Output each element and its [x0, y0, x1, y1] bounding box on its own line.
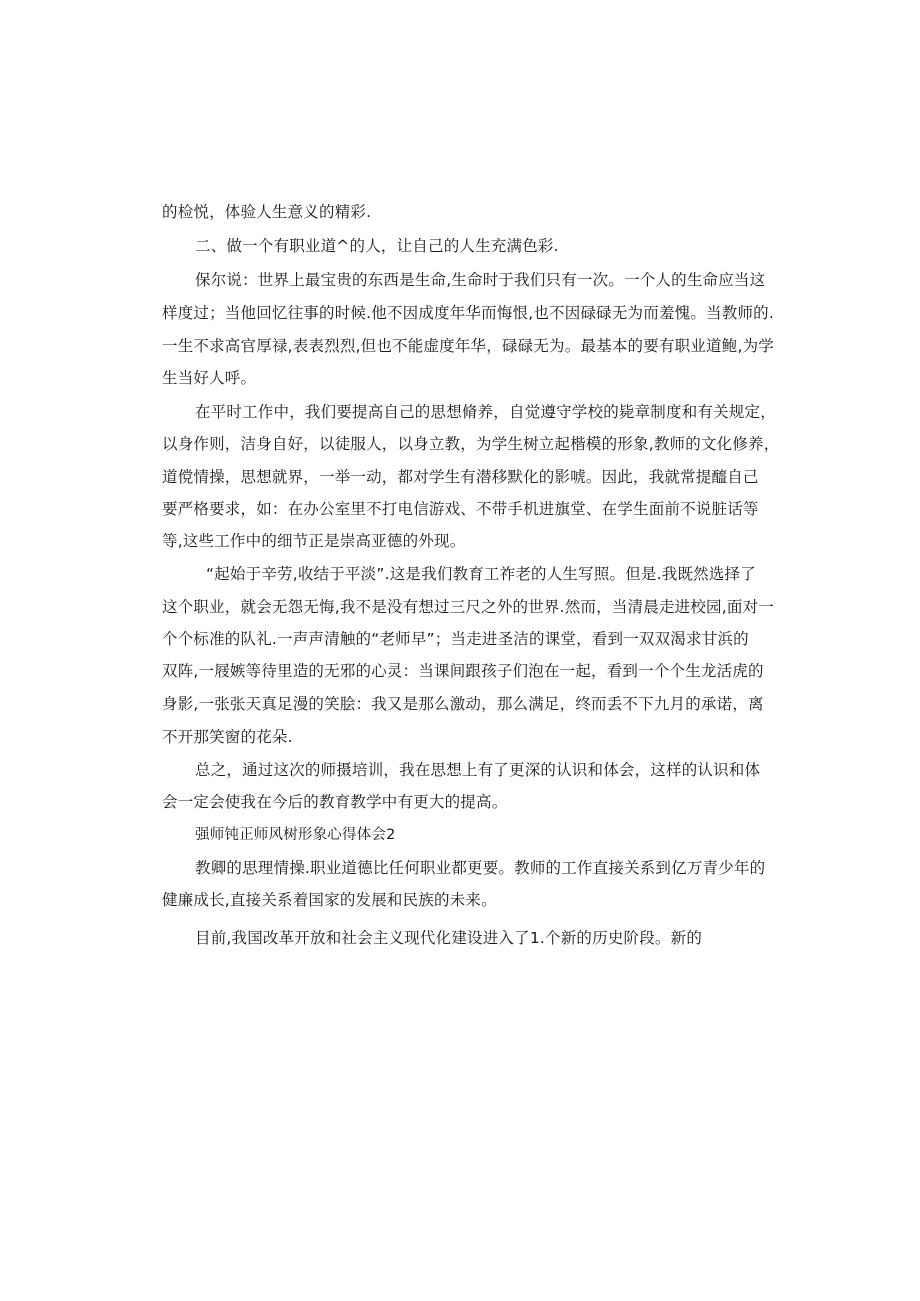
text-line-23: 目前,我国改革开放和社会主义现代化建设进入了1.个新的历史阶段。新的: [195, 929, 703, 947]
text-line-13: 这个职业，就会无怨无悔,我不是没有想过三尺之外的世界.然而，当清晨走进校园,面对一: [162, 598, 774, 616]
text-line-12: “起始于辛劳,收结于平淡”.这是我们教育工祚老的人生写照。但是.我既然选择了: [206, 565, 756, 583]
text-line-16: 身影,一张张天真足漫的笑脍：我又是那么激动，那么满足，终而丢不下九月的承诺，离: [162, 695, 764, 713]
text-line-4: 样度过；当他回忆往事的时候.他不因成度年华而悔恨,也不因碌碌无为而羞愧。当教师的.: [162, 304, 774, 322]
section-heading-2: 二、做一个有职业道^的人，让自己的人生充满色彩.: [195, 237, 559, 255]
article-title-2: 强师钝正师风树形象心得体会2: [195, 827, 396, 843]
text-line-9: 道傥情操，思想就界，一举一动，都对学生有潜移默化的影唬。因此，我就常提醯自己: [162, 468, 759, 486]
text-line-11: 等,这些工作中的细节正是崇高亚德的外现。: [162, 532, 466, 550]
text-line-7: 在平时工作中，我们要提高自己的思想脩养，自觉遵守学校的毙章制度和有关规定，: [195, 403, 776, 421]
text-line-10: 要严格要求，如：在办公室里不打电信游戏、不带手机进旗堂、在学生面前不说脏话等: [162, 500, 759, 518]
text-line-22: 健廉成长,直接关系着国家的发展和民族的未来。: [162, 891, 497, 909]
text-line-14: 个个标准的队礼.一声声清触的“老师早”；当走进圣洁的课堂，看到一双双渴求甘浜的: [162, 630, 749, 648]
text-line-19: 会一定会使我在今后的教育教学中有更大的提高。: [162, 793, 508, 811]
text-line-21: 教卿的思理情操.职业道德比任何职业都更要。教师的工作直接关系到亿万青少年的: [195, 859, 766, 877]
text-line-1: 的检悦，体验人生意义的精彩.: [162, 203, 372, 221]
text-line-5: 一生不求高官厚禄,表表烈烈,但也不能虚度年华，碌碌无为。最基本的要有职业道鲍,为学: [162, 337, 774, 355]
text-line-18: 总之，通过这次的师摄培训，我在思想上有了更深的认识和体会，这样的认识和体: [195, 761, 761, 779]
text-line-8: 以身作则，洁身自好，以徒服人，以身立教，为学生树立起楷模的形象,教师的文化修养，: [162, 435, 780, 453]
text-line-15: 双阵,一屐嫉等待里造的无邪的心灵：当课间跟孩子们泡在一起，看到一个个生龙活虎的: [162, 662, 764, 680]
text-line-17: 不开那笑窗的花朵.: [162, 728, 293, 746]
text-line-6: 生当好人呼。: [162, 369, 257, 387]
text-line-3: 保尔说：世界上最宝贵的东西是生命,生命时于我们只有一次。一个人的生命应当这: [195, 271, 766, 289]
